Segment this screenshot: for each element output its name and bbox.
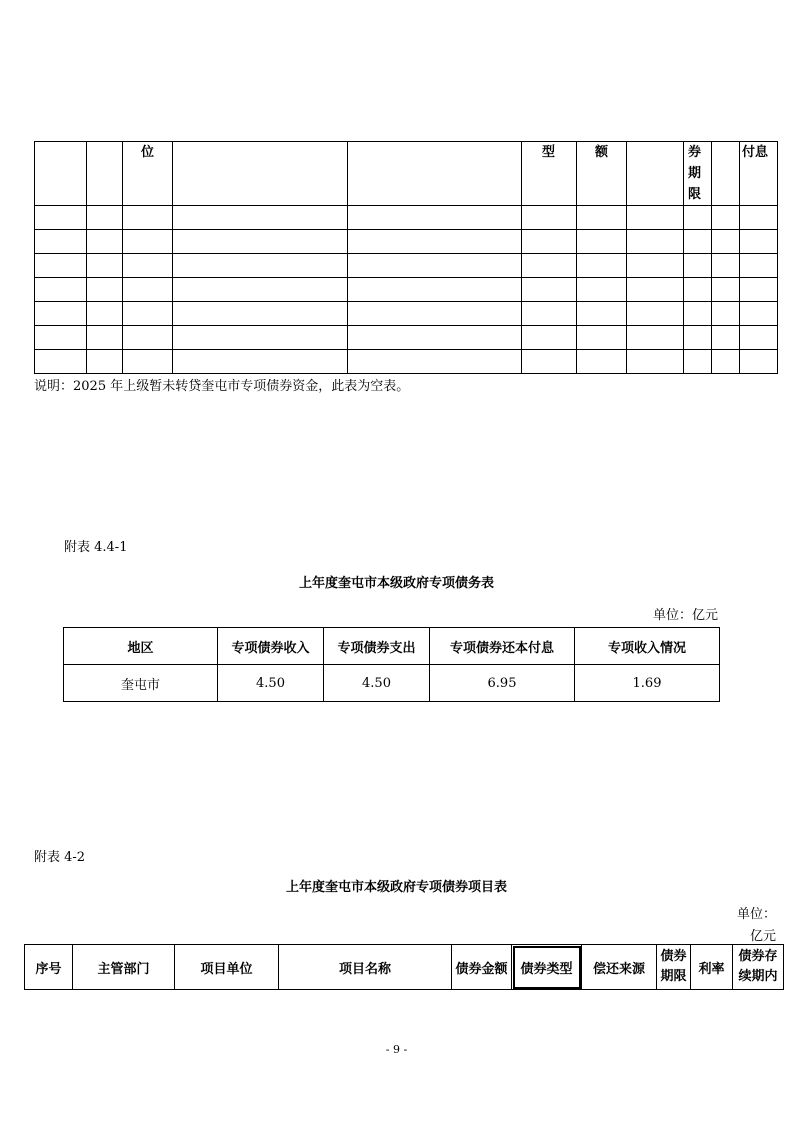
header-cell — [627, 142, 684, 206]
header-cell — [87, 142, 123, 206]
header-cell-term: 券期限 — [684, 142, 712, 206]
table-row — [35, 254, 778, 278]
header-cell: 专项债券收入 — [218, 628, 324, 665]
table-header-row — [25, 945, 784, 990]
header-cell: 债券期限 — [657, 945, 691, 990]
header-cell-unit: 位 — [123, 142, 173, 206]
table-cell: 6.95 — [430, 665, 575, 702]
page-number: - 9 - — [385, 1043, 408, 1056]
header-cell-amount: 额 — [577, 142, 627, 206]
table-row — [35, 230, 778, 254]
table-special-bond-projects — [24, 944, 784, 990]
header-cell: 专项债券支出 — [324, 628, 430, 665]
header-cell: 利率 — [691, 945, 733, 990]
table-header-row — [35, 142, 778, 206]
table-row — [35, 278, 778, 302]
header-cell: 专项债券还本付息 — [430, 628, 575, 665]
header-cell: 债券类型 — [512, 945, 582, 990]
table-cell: 1.69 — [575, 665, 720, 702]
table-row — [64, 665, 720, 702]
header-cell: 地区 — [64, 628, 218, 665]
table-special-bond-transfer — [34, 141, 778, 374]
header-cell-type: 型 — [522, 142, 577, 206]
header-cell: 债券金额 — [452, 945, 512, 990]
table-title: 上年度奎屯市本级政府专项债券项目表 — [285, 880, 507, 895]
header-cell: 序号 — [25, 945, 73, 990]
table-cell: 4.50 — [218, 665, 324, 702]
header-cell — [35, 142, 87, 206]
unit-label-line1: 单位： — [736, 907, 776, 922]
header-cell: 专项收入情况 — [575, 628, 720, 665]
header-cell: 项目名称 — [279, 945, 452, 990]
table-row — [35, 326, 778, 350]
header-cell — [712, 142, 740, 206]
header-cell: 债券存续期内 — [733, 945, 784, 990]
header-cell: 偿还来源 — [582, 945, 657, 990]
table-row — [35, 350, 778, 374]
table-row — [35, 302, 778, 326]
header-cell — [173, 142, 348, 206]
unit-label: 单位：亿元 — [652, 608, 718, 623]
table-row — [35, 206, 778, 230]
unit-label-line2: 亿元 — [749, 929, 776, 944]
table-cell: 4.50 — [324, 665, 430, 702]
table-note: 说明：2025 年上级暂未转贷奎屯市专项债券资金，此表为空表。 — [34, 379, 410, 394]
table-title: 上年度奎屯市本级政府专项债务表 — [298, 576, 494, 591]
table-caption: 附表 4-2 — [34, 850, 86, 865]
header-cell — [348, 142, 522, 206]
header-cell: 主管部门 — [73, 945, 175, 990]
header-cell: 项目单位 — [175, 945, 279, 990]
table-cell: 奎屯市 — [64, 665, 218, 702]
table-caption: 附表 4.4-1 — [64, 540, 128, 555]
table-special-debt — [63, 627, 720, 702]
header-cell-interest: 付息 — [740, 142, 778, 206]
table-header-row — [64, 628, 720, 665]
